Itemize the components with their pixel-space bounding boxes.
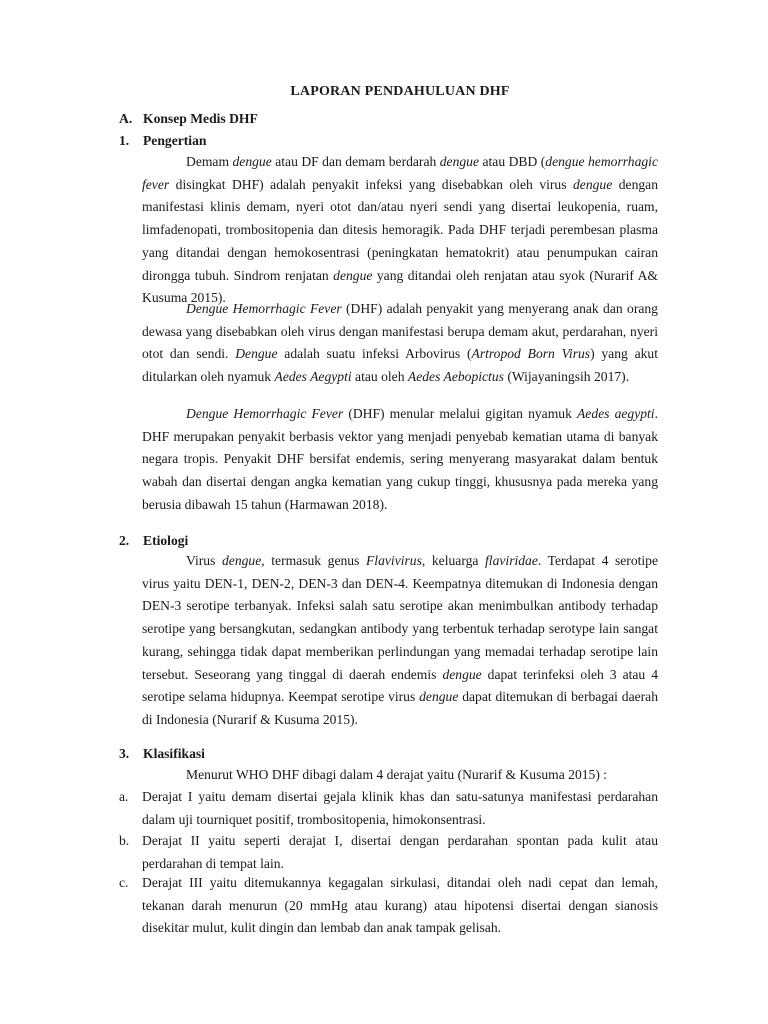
text-run: Demam xyxy=(186,154,233,169)
section-3-heading xyxy=(119,746,205,762)
italic-term: Aedes aegypti xyxy=(577,406,655,421)
text-run: dapat ditemukan di berbagai daerah di Indonesia (Nurarif & Kusuma 2015). xyxy=(142,689,658,727)
text-run: , keluarga xyxy=(421,553,486,568)
pengertian-paragraph-3 xyxy=(142,403,658,517)
text-run: (DHF) adalah penyakit yang menyerang anak dan orang dewasa yang disebabkan oleh virus dengan manifestasi berupa demam akut, perdarahan, nyeri otot dan sendi. xyxy=(142,301,658,362)
text-run: ) yang akut ditularkan oleh nyamuk xyxy=(142,346,659,385)
text-run: dapat terinfeksi oleh 3 atau 4 serotipe selama hidupnya. Keempat serotipe virus xyxy=(142,666,658,705)
list-item-text: Derajat I yaitu demam disertai gejala klinik khas dan satu-satunya manifestasi perdarahan dalam uji tourniquet positif, trombositopenia, himokonsentrasi. xyxy=(142,789,658,827)
italic-term: Aedes Aebopictus xyxy=(407,369,504,385)
italic-term: dengue xyxy=(419,689,459,705)
list-item-letter: a. xyxy=(119,789,129,804)
text-run: atau DBD ( xyxy=(479,154,546,169)
list-item xyxy=(119,872,658,940)
text-run: yang ditandai oleh renjatan atau syok (Nurarif A& Kusuma 2015). xyxy=(142,267,658,306)
text-run: . Terdapat 4 serotipe virus yaitu DEN-1, DEN-2, DEN-3 dan DEN-4. Keempatnya ditemukan di Indonesia dengan DEN-3 serotipe terbanyak. Infeksi salah satu serotipe akan menimbulkan antibody terhadap serotipe yang bersangkutan, sedangkan antibody yang terbentuk terhadap serotype lain sangat kurang, sehingga tidak dapat memberikan perlindungan yang memadai terhadap serotipe lain tersebut. Seseorang yang tinggal di daerah endemis xyxy=(142,553,659,682)
list-item-text: Derajat III yaitu ditemukannya kegagalan sirkulasi, ditandai oleh nadi cepat dan lemah, tekanan darah menurun (20 mmHg atau kurang) atau hipotensi disertai dengan sianosis disekitar mulut, kulit dingin dan lembab dan anak tampak gelisah. xyxy=(142,875,658,936)
section-1-heading xyxy=(119,133,206,149)
italic-term: Dengue xyxy=(235,346,278,362)
text-run: dengan manifestasi klinis demam, nyeri otot dan/atau nyeri sendi yang disertai leukopenia, ruam, limfadenopati, trombositopenia dan ditesis hemoragik. Pada DHF terjadi perembesan plasma yang ditandai dengan hemokosentrasi (peningkatan hematokrit) atau penumpukan cairan dirongga tubuh. Sindrom renjatan xyxy=(142,176,659,283)
section-a-text: Konsep Medis DHF xyxy=(143,111,258,126)
italic-term: dengue xyxy=(232,154,272,169)
section-2-heading xyxy=(119,533,188,549)
pengertian-paragraph-2 xyxy=(142,298,658,389)
text-run: (Wijayaningsih 2017). xyxy=(503,369,630,385)
section-a-label: A. xyxy=(119,111,133,126)
document-title: LAPORAN PENDAHULUAN DHF xyxy=(290,84,510,99)
italic-term: dengue xyxy=(333,267,373,283)
text-run: . DHF merupakan penyakit berbasis vektor yang menjadi penyebab kematian utama di banyak negara tropis. Penyakit DHF bersifat endemis, sering menyerang masyarakat dalam bentuk wabah dan disertai dengan angka kematian yang cukup tinggi, khususnya pada mereka yang berusia dibawah 15 tahun (Harmawan 2018). xyxy=(142,406,658,512)
text-run: disingkat DHF) adalah penyakit infeksi yang disebabkan oleh virus xyxy=(169,176,573,192)
text-run: adalah suatu infeksi Arbovirus ( xyxy=(277,346,472,362)
text-run: , termasuk genus xyxy=(261,553,366,568)
italic-term: dengue xyxy=(439,154,480,169)
list-item-letter: b. xyxy=(119,833,130,848)
text-run: Menurut WHO DHF dibagi dalam 4 derajat yaitu (Nurarif & Kusuma 2015) : xyxy=(186,767,608,782)
section-a-heading xyxy=(119,111,258,127)
text-run: atau oleh xyxy=(351,369,408,385)
section-3-number: 3. xyxy=(119,746,130,761)
italic-term: dengue xyxy=(573,176,613,192)
list-item xyxy=(119,786,658,831)
text-run: (DHF) menular melalui gigitan nyamuk xyxy=(343,406,577,421)
section-2-title: Etiologi xyxy=(143,533,189,548)
text-run: atau DF dan demam berdarah xyxy=(271,154,440,169)
section-2-number: 2. xyxy=(119,533,130,548)
list-item xyxy=(119,830,658,875)
italic-term: Aedes Aegypti xyxy=(274,369,352,385)
italic-term: Flavivirus xyxy=(366,553,422,568)
italic-term: flaviridae xyxy=(485,553,538,568)
italic-term: dengue xyxy=(442,666,482,682)
italic-term: Dengue Hemorrhagic Fever xyxy=(186,301,342,316)
section-1-title: Pengertian xyxy=(143,133,207,148)
list-item-letter: c. xyxy=(119,875,129,890)
klasifikasi-intro xyxy=(142,764,658,787)
italic-term: dengue xyxy=(222,553,262,568)
section-1-number: 1. xyxy=(119,133,130,148)
italic-term: dengue hemorrhagic fever xyxy=(142,154,658,192)
etiologi-paragraph xyxy=(142,550,658,732)
section-3-title: Klasifikasi xyxy=(143,746,205,761)
text-run: Virus xyxy=(186,553,222,568)
list-item-text: Derajat II yaitu seperti derajat I, disertai dengan perdarahan spontan pada kulit atau perdarahan di tempat lain. xyxy=(142,833,658,871)
italic-term: Artropod Born Virus xyxy=(471,346,591,362)
italic-term: Dengue Hemorrhagic Fever xyxy=(186,406,344,421)
pengertian-paragraph-1 xyxy=(142,151,658,310)
